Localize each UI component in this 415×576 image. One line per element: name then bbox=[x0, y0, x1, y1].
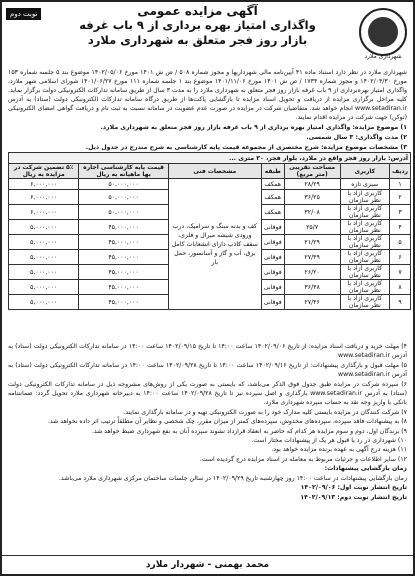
col-floor: طبقه bbox=[261, 164, 284, 179]
cell-row: ۱ bbox=[390, 179, 411, 190]
signature-footer: محمد بهمنی - شهردار ملارد bbox=[2, 555, 413, 570]
cell-usage: کاربری آزاد با نظر سازمان bbox=[340, 295, 389, 310]
cell-deposit: ۵,۰۰۰,۰۰۰ bbox=[9, 250, 79, 265]
notice-body bbox=[8, 68, 407, 153]
cell-deposit: ۵,۰۰۰,۰۰۰ bbox=[9, 265, 79, 280]
cell-area: ۳۶/۴۸ bbox=[284, 280, 340, 295]
table-row bbox=[9, 179, 411, 190]
cell-usage: کاربری آزاد با نظر سازمان bbox=[340, 220, 389, 235]
section-specs: ۳) مشخصات موضوع مزایده: شرح مختصری از مجموعه قیمت پایه کارشناسی به شرح مندرج در جدول ذیل. bbox=[85, 144, 407, 151]
items-table bbox=[8, 152, 411, 310]
cell-row: ۲ bbox=[390, 190, 411, 205]
col-usage: کاربری bbox=[340, 164, 389, 179]
cell-usage: کاربری آزاد با نظر سازمان bbox=[340, 280, 389, 295]
cell-usage: کاربری آزاد با نظر سازمان bbox=[340, 235, 389, 250]
cell-deposit: ۶,۰۰۰,۰۰۰ bbox=[9, 205, 79, 220]
note-item: ۴) مهلت خرید و دریافت اسناد مزایده: از تاریخ ۱۴۰۲/۰۹/۰۶ ساعت ۱۴:۰۰ تا تاریخ ۱۴۰۲/۰۹/۱۵ ساعت ۱۴:۰۰ در سامانه تدارکات الکترونیکی دولت (ستاد) به آدرس www.setadiran.ir bbox=[8, 343, 407, 360]
cell-area: ۳۲/۰۸ bbox=[284, 205, 340, 220]
cell-deposit: ۵,۰۰۰,۰۰۰ bbox=[9, 235, 79, 250]
cell-area: ۲۵/۷ bbox=[284, 220, 340, 235]
cell-price: ۴۵,۰۰۰,۰۰۰ bbox=[79, 280, 168, 295]
logo-emblem-icon bbox=[368, 17, 398, 47]
col-area: مساحت تقریبی (متر مربع) bbox=[284, 164, 340, 179]
cell-row: ۶ bbox=[390, 250, 411, 265]
table-body bbox=[9, 179, 411, 310]
opening-text: زمان بازگشایی پیشنهادات در ساعت ۱۴:۰۰ روز چهارشنبه تاریخ ۱۴۰۲/۰۹/۲۹ در سالن جلسات ساختمان مرکزی شهرداری ملارد می‌باشد. bbox=[58, 474, 407, 482]
note-item: ۶) سپرده شرکت در مزایده طبق جدول فوق الذکر می‌باشد، که بایستی به صورت یکی از روش‌های مشروحه ذیل در سامانه تدارکات الکترونیکی دولت (ستاد) به آدرس www.setadiran.ir بارگذاری و اصل سپرده نیز تا تاریخ ۱۴۰۲/۰۹/۲۸ ساعت ۱۴:۰۰ به دبیرخانه شهرداری ملارد تحویل گردد: ضمانتنامه بانکی یا واریز وجه نقد به حساب سپرده شهرداری ملارد. bbox=[8, 380, 407, 407]
cell-area: ۲۱/۲۹ bbox=[284, 235, 340, 250]
cell-usage: کاربری آزاد با نظر سازمان bbox=[340, 205, 389, 220]
publish-second: تاریخ انتشار نوبت دوم: ۱۴۰۲/۰۹/۱۳ bbox=[300, 493, 407, 501]
cell-row: ۷ bbox=[390, 265, 411, 280]
cell-price: ۴۵,۰۰۰,۰۰۰ bbox=[79, 265, 168, 280]
cell-floor: فوقانی bbox=[261, 295, 284, 310]
cell-floor: فوقانی bbox=[261, 280, 284, 295]
cell-usage: سبزی تازه bbox=[340, 179, 389, 190]
notes-list bbox=[8, 342, 407, 464]
col-row: ردیف bbox=[390, 164, 411, 179]
cell-price: ۴۵,۰۰۰,۰۰۰ bbox=[79, 295, 168, 310]
edition-badge: نوبت دوم bbox=[6, 8, 41, 20]
notice-titles bbox=[42, 4, 353, 47]
cell-area: ۲۶/۲۰ bbox=[284, 265, 340, 280]
cell-floor: همکف bbox=[261, 205, 284, 220]
cell-deposit: ۵,۰۰۰,۰۰۰ bbox=[9, 220, 79, 235]
cell-usage: کاربری آزاد با نظر سازمان bbox=[340, 190, 389, 205]
note-item: ۱۱) هزینه درج آگهی به عهده برنده مزایده خواهد بود. bbox=[271, 446, 407, 454]
cell-usage: کاربری آزاد با نظر سازمان bbox=[340, 250, 389, 265]
cell-price: ۵۰,۰۰۰,۰۰۰ bbox=[79, 190, 168, 205]
note-item: ۵) مهلت قبول و بارگذاری پیشنهادات: از تاریخ ۱۴۰۲/۰۹/۱۶ ساعت ۱۴:۰۰ تا تاریخ ۱۴۰۲/۰۹/۲۸ ساعت ۱۴:۰۰ در سامانه تدارکات الکترونیکی دولت (ستاد) به آدرس www.setadiran.ir bbox=[8, 361, 407, 379]
cell-price: ۵۰,۰۰۰,۰۰۰ bbox=[79, 179, 168, 190]
notice-subtitle-2: بازار روز فجر متعلق به شهرداری ملارد bbox=[87, 33, 308, 47]
cell-row: ۳ bbox=[390, 205, 411, 220]
cell-deposit: ۵,۰۰۰,۰۰۰ bbox=[9, 295, 79, 310]
intro-paragraph: شهرداری ملارد در نظر دارد استناد ماده ۴۱ آیین‌نامه مالی شهرداریها و مجوز شماره ۵۰۸ / ص ش ۱۴۰۱ مورخ ۱۴۰۲/۰۵/۰۶ موضوع بند ۵ جلسه شماره ۱۵۳ مورخ ۱۴۰۲/۰۴/۳۰ و مجوز شماره ۱۷۳۴ / ص ش ۱۴۰۱ مورخ ۱۴۰۱/۱۱/۰۶ موضوع بند ۱ جلسه شماره ۱۱۱ مورخ ۱۴۰۱/۰۶/۲۷ شورای اسلامی شهر ملارد، واگذاری امتیاز بهره‌برداری از ۹ باب غرفه بازار روز فجر متعلق به شهرداری ملارد را به مدت ۳ سال از طریق سامانه تدارکات الکترونیکی دولت برگزار نماید. کلیه مراحل برگزاری مزایده از دریافت و تحویل اسناد مزایده تا بازگشایی پاکت‌ها از طریق درگاه سامانه تدارکات الکترونیکی دولت (ستاد) به آدرس www.setadiran.ir انجام خواهد شد. متقاضیان شرکت در مزایده در صورت عدم عضویت در سامانه نسبت به ثبت نام و دریافت گواهی امضای الکترونیکی (توکن) جهت شرکت در مزایده اقدام نمایند. bbox=[8, 69, 407, 121]
col-specs: مشخصات فنی bbox=[168, 164, 261, 179]
cell-row: ۹ bbox=[390, 295, 411, 310]
note-item: ۸) به پیشنهادات فاقد سپرده، سپرده‌های مخدوش، سپرده‌های کمتر از میزان مقرر، چک شخصی و نظایر آن مطلقاً ترتیب اثر داده نخواهد شد. bbox=[47, 418, 407, 426]
col-price: قیمت پایه کارشناسی اجاره بها ماهیانه به ریال bbox=[79, 164, 168, 179]
section-subject: ۱) موضوع مزایده: واگذاری امتیاز بهره برداری از ۹ باب غرفه بازار روز فجر متعلق به شهرداری ملارد. bbox=[100, 124, 407, 131]
cell-area: ۲۷/۴۹ bbox=[284, 250, 340, 265]
cell-floor: فوقانی bbox=[261, 265, 284, 280]
cell-area: ۳۶/۲۵ bbox=[284, 190, 340, 205]
opening-label: زمان بازگشایی پیشنهادات: bbox=[324, 465, 407, 473]
table-header-row bbox=[9, 164, 411, 179]
cell-floor: فوقانی bbox=[261, 235, 284, 250]
publish-first: تاریخ انتشار نوبت اول: ۱۴۰۲/۰۹/۰۶ bbox=[300, 484, 407, 492]
cell-row: ۸ bbox=[390, 280, 411, 295]
cell-area: ۲۷/۴۶ bbox=[284, 295, 340, 310]
cell-floor: همکف bbox=[261, 190, 284, 205]
cell-price: ۴۵,۰۰۰,۰۰۰ bbox=[79, 250, 168, 265]
section-duration: ۲) مدت واگذاری: ۳ سال شمسی. bbox=[306, 134, 407, 141]
notice-title: آگهی مزایده عمومی bbox=[137, 4, 258, 18]
cell-price: ۴۵,۰۰۰,۰۰۰ bbox=[79, 220, 168, 235]
note-item: ۹) برندگان اول، دوم و سوم مزایده هر کدام که حاضر به انعقاد قرارداد نشوند سپرده آنان به نفع شهرداری ضبط خواهد شد. bbox=[91, 427, 407, 435]
table-location-row bbox=[9, 153, 411, 164]
notice-subtitle-1: واگذاری امتیاز بهره برداری از ۹ باب غرفه bbox=[79, 18, 316, 32]
cell-deposit: ۵,۰۰۰,۰۰۰ bbox=[9, 280, 79, 295]
cell-row: ۵ bbox=[390, 235, 411, 250]
note-item: ۱۲) سایر اطلاعات و جزئیات مربوط به معامله در اسناد مزایده درج گردیده است. bbox=[199, 455, 407, 463]
logo-caption: شهرداری ملارد bbox=[364, 53, 402, 60]
table-location: آدرس: بازار روز فجر واقع در ملارد، بلوار فجر، ۲۰ متری ... bbox=[9, 153, 411, 164]
municipality-logo bbox=[359, 8, 407, 56]
cell-deposit: ۶,۰۰۰,۰۰۰ bbox=[9, 179, 79, 190]
cell-row: ۴ bbox=[390, 220, 411, 235]
col-deposit: ۵٪ تضمین شرکت در مزایده به ریال bbox=[9, 164, 79, 179]
cell-floor: همکف bbox=[261, 179, 284, 190]
notice-notes bbox=[8, 342, 407, 502]
cell-area: ۲۸/۲۹ bbox=[284, 179, 340, 190]
cell-floor: فوقانی bbox=[261, 220, 284, 235]
cell-price: ۵۰,۰۰۰,۰۰۰ bbox=[79, 205, 168, 220]
cell-price: ۴۵,۰۰۰,۰۰۰ bbox=[79, 235, 168, 250]
note-item: ۷) شرکت کنندگان در مزایده بایستی کلیه مدارک خود را به صورت الکترونیکی تهیه و در سامانه بارگذاری نمایند. bbox=[123, 408, 407, 416]
notice-header bbox=[2, 2, 413, 64]
note-item: ۱۰) شهرداری در رد یا قبول هر یک از پیشنهادات مختار است. bbox=[251, 437, 407, 445]
cell-usage: کاربری آزاد با نظر سازمان bbox=[340, 265, 389, 280]
cell-floor: فوقانی bbox=[261, 250, 284, 265]
cell-specs: کف و بدنه سنگ و سرامیک، درب ورودی شیشه میرال و فلزی، سقف کاذب دارای انشعابات کامل برق، آب و گاز و آسانسور، حمل بار bbox=[168, 179, 261, 310]
cell-deposit: ۶,۰۰۰,۰۰۰ bbox=[9, 190, 79, 205]
